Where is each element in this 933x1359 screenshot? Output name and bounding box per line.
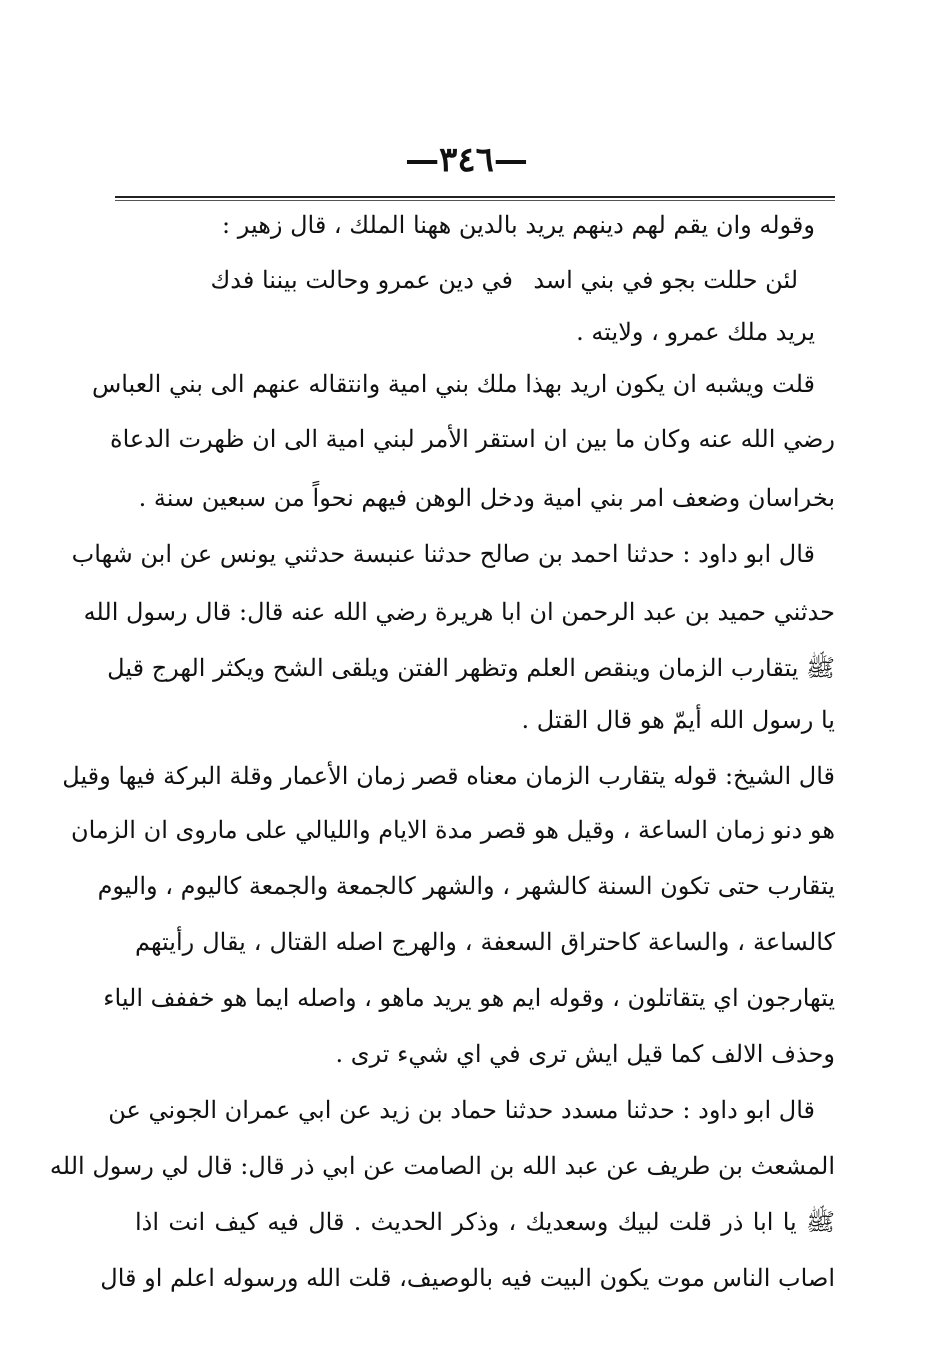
text-line: بخراسان وضعف امر بني امية ودخل الوهن فيهم نحواً من سبعين سنة . xyxy=(138,484,835,512)
page-number: —٣٤٦— xyxy=(405,140,528,180)
text-line: ﷺ يا ابا ذر قلت لبيك وسعديك ، وذكر الحديث . قال فيه كيف انت اذا xyxy=(135,1208,835,1236)
text-line: قلت ويشبه ان يكون اريد بهذا ملك بني امية وانتقاله عنهم الى بني العباس xyxy=(91,370,815,398)
text-line: اصاب الناس موت يكون البيت فيه بالوصيف، قلت الله ورسوله اعلم او قال xyxy=(100,1264,835,1292)
text-line: وحذف الالف كما قيل ايش ترى في اي شيء ترى . xyxy=(335,1040,835,1068)
text-line: يتقارب حتى تكون السنة كالشهر ، والشهر كالجمعة والجمعة كاليوم ، واليوم xyxy=(97,872,835,900)
text-line: قال الشيخ: قوله يتقارب الزمان معناه قصر زمان الأعمار وقلة البركة فيها وقيل xyxy=(62,762,835,790)
text-line: وقوله وان يقم لهم دينهم يريد بالدين ههنا الملك ، قال زهير : xyxy=(222,211,815,239)
verse-first-hemistich: لئن حللت بجو في بني اسد xyxy=(533,266,798,294)
verse-second-hemistich: في دين عمرو وحالت بيننا فدك xyxy=(210,266,513,294)
text-line: رضي الله عنه وكان ما بين ان استقر الأمر لبني امية الى ان ظهرت الدعاة xyxy=(110,425,835,453)
text-line: قال ابو داود : حدثنا مسدد حدثنا حماد بن زيد عن ابي عمران الجوني عن xyxy=(108,1096,815,1124)
text-line: المشعث بن طريف عن عبد الله بن الصامت عن ابي ذر قال: قال لي رسول الله xyxy=(49,1152,835,1180)
text-line: ﷺ يتقارب الزمان وينقص العلم وتظهر الفتن ويلقى الشح ويكثر الهرج قيل xyxy=(107,654,835,682)
text-line: هو دنو زمان الساعة ، وقيل هو قصر مدة الايام والليالي على ماروى ان الزمان xyxy=(70,816,835,844)
text-line: حدثني حميد بن عبد الرحمن ان ابا هريرة رضي الله عنه قال: قال رسول الله xyxy=(83,598,835,626)
text-line: يا رسول الله أيمّ هو قال القتل . xyxy=(521,706,835,734)
text-line: يريد ملك عمرو ، ولايته . xyxy=(576,318,815,346)
header-rule xyxy=(115,196,835,201)
text-line: كالساعة ، والساعة كاحتراق السعفة ، والهرج اصله القتال ، يقال رأيتهم xyxy=(135,928,835,956)
text-line: قال ابو داود : حدثنا احمد بن صالح حدثنا عنبسة حدثني يونس عن ابن شهاب xyxy=(71,540,815,568)
text-line: يتهارجون اي يتقاتلون ، وقوله ايم هو يريد ماهو ، واصله ايما هو خففف الياء xyxy=(103,984,835,1012)
